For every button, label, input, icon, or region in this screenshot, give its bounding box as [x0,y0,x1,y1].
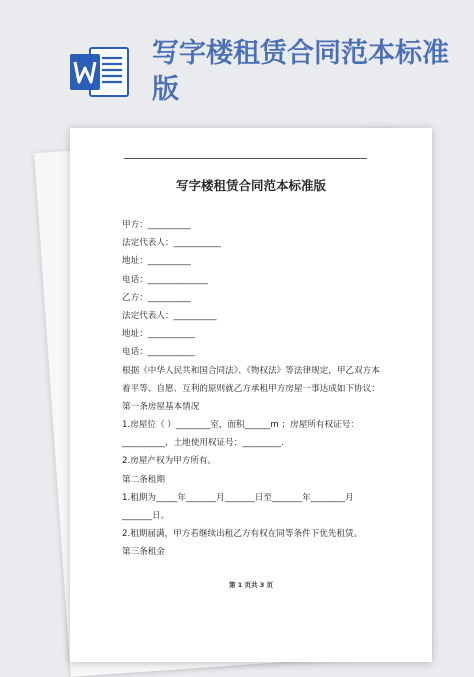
article-1-clause-2: 2.房屋产权为甲方所有。 [122,456,217,467]
article-2-clause-2: 2.租期届满，甲方若继续出租乙方有权在同等条件下优先租赁。 [122,529,363,540]
word-document-icon [68,44,130,100]
article-2-clause-1-cont: _______日。 [122,511,170,521]
preamble-line-2: 着平等、自愿、互利的原则就乙方承租甲方房屋一事达成如下协议： [122,383,380,394]
banner [0,0,474,125]
article-3-heading: 第三条租金 [122,547,165,558]
party-a-line: 甲方：__________ [122,220,191,230]
banner-title: 写字楼租赁合同范本标准版 [152,38,449,105]
document-page [70,128,432,662]
article-1-heading: 第一条房屋基本情况 [122,401,200,412]
party-b-line: 乙方：__________ [122,292,191,303]
document-body [122,216,392,562]
document-title: 写字楼租赁合同范本标准版 [175,178,326,193]
page-footer: 第 1 页共 3 页 [228,581,274,589]
article-2-clause-1: 1.租期为_____年_______月_______日至_______年________月 [122,492,354,503]
party-b-representative-line: 法定代表人：__________ [122,310,217,321]
party-a-address-line: 地址：__________ [122,256,191,267]
party-b-address-line: 地址：___________ [122,329,196,340]
party-b-phone-line: 电话：___________ [122,347,196,358]
article-2-heading: 第二条租期 [122,474,165,485]
preamble-line-1: 根据《中华人民共和国合同法》、《物权法》等法律规定，甲乙双方本 [122,365,380,376]
article-1-clause-1: 1.房屋位（ ）________室，面积______m ；房屋所有权证号： [122,420,359,431]
party-a-phone-line: 电话：______________ [122,274,208,285]
party-a-representative-line: 法定代表人：___________ [122,238,221,249]
header-rule [124,158,367,159]
article-1-clause-1-cont: __________，土地使用权证号：_________. [122,438,284,449]
